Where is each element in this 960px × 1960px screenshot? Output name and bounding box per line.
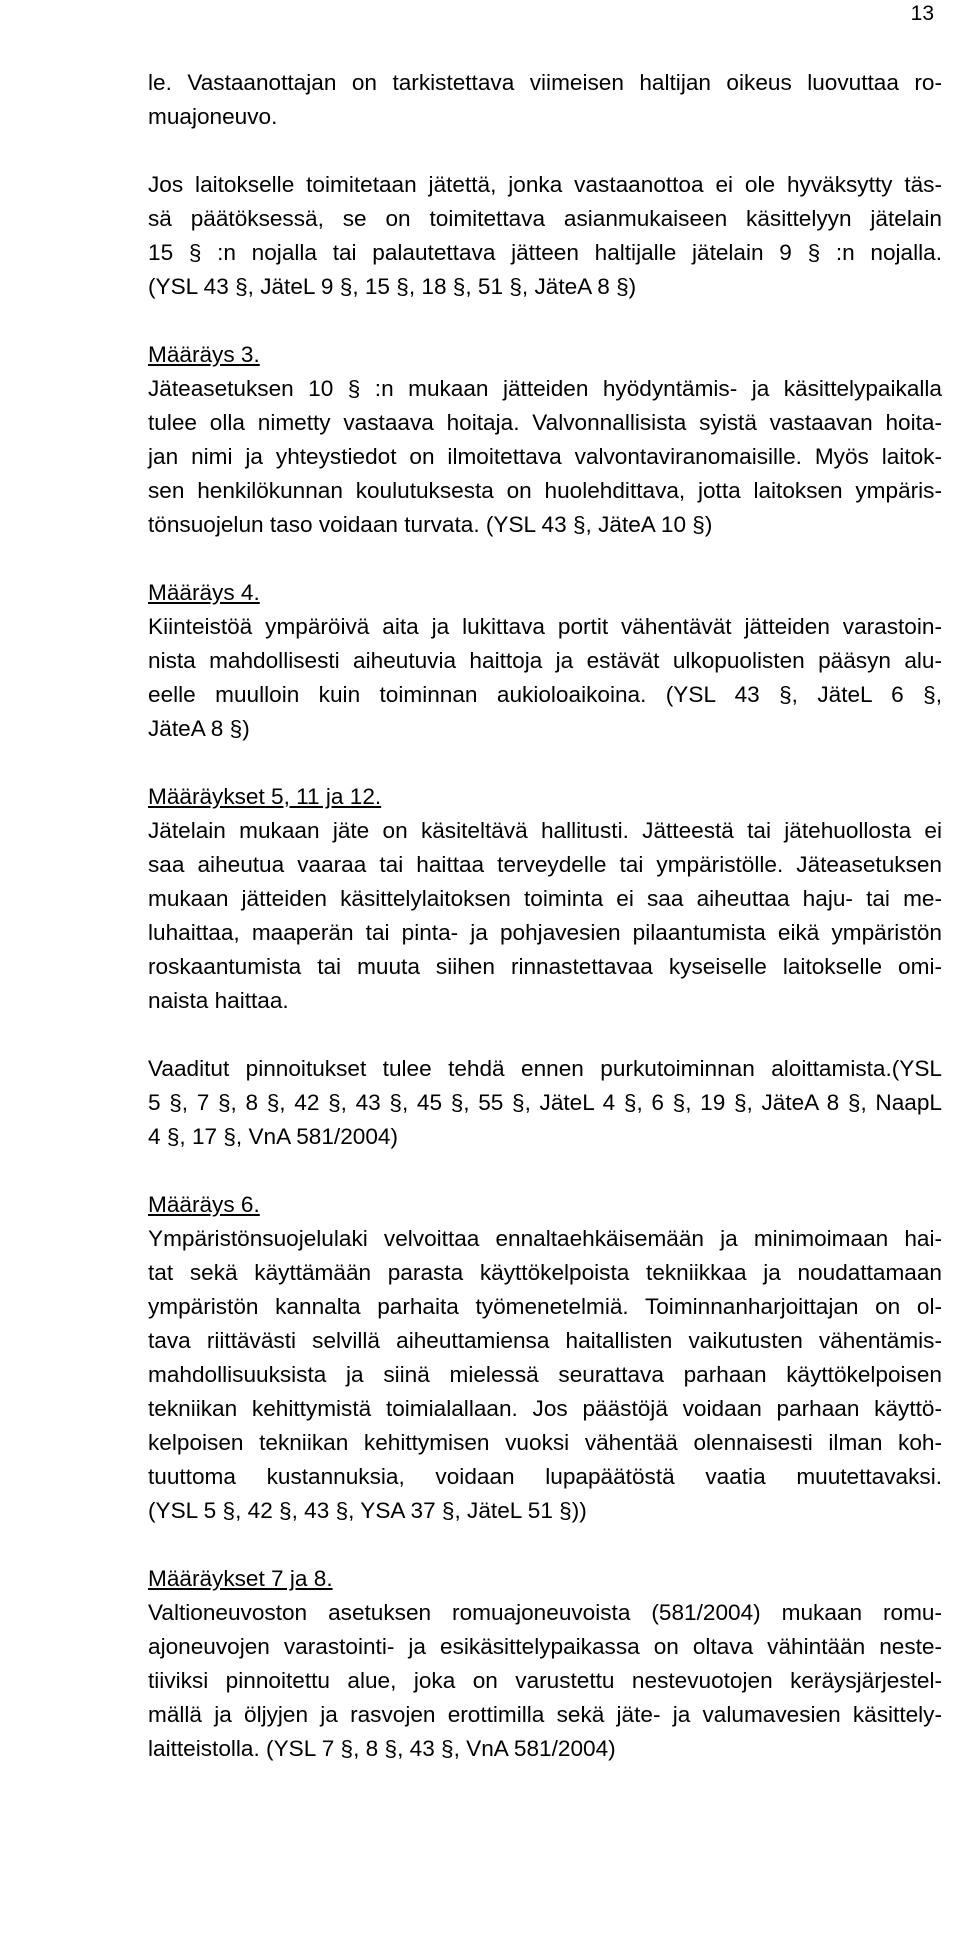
paragraph-gap — [148, 134, 942, 168]
paragraph-line: nista mahdollisesti aiheutuvia haittoja ja estävät ulkopuolisten pääsyn alu- — [148, 648, 942, 673]
paragraph-line: sä päätöksessä, se on toimitettava asianmukaiseen käsittelyyn jätelain — [148, 206, 942, 231]
page-number: 13 — [910, 2, 934, 25]
paragraph-line: naista haittaa. — [148, 988, 289, 1013]
section-heading: Määräykset 5, 11 ja 12. — [148, 784, 382, 809]
paragraph-gap — [148, 1154, 942, 1188]
section-heading: Määräykset 7 ja 8. — [148, 1566, 333, 1591]
paragraph-gap — [148, 1528, 942, 1562]
paragraph-line: 15 § :n nojalla tai palautettava jätteen haltijalle jätelain 9 § :n nojalla. — [148, 240, 942, 265]
paragraph-line: tava riittävästi selvillä aiheuttamiensa haitallisten vaikutusten vähentämis- — [148, 1328, 942, 1353]
paragraph-line: Jätelain mukaan jäte on käsiteltävä hallitusti. Jätteestä tai jätehuollosta ei — [148, 818, 942, 843]
paragraph-line: laitteistolla. (YSL 7 §, 8 §, 43 §, VnA 581/2004) — [148, 1736, 616, 1761]
paragraph-line: (YSL 5 §, 42 §, 43 §, YSA 37 §, JäteL 51 §)) — [148, 1498, 587, 1523]
paragraph-gap — [148, 542, 942, 576]
paragraph-line: tiiviksi pinnoitettu alue, joka on varustettu nestevuotojen keräysjärjestel- — [148, 1668, 942, 1693]
paragraph-line: tat sekä käyttämään parasta käyttökelpoista tekniikkaa ja noudattamaan — [148, 1260, 942, 1285]
paragraph-line: jan nimi ja yhteystiedot on ilmoitettava valvontaviranomaisille. Myös laitok- — [148, 444, 942, 469]
paragraph-line: le. Vastaanottajan on tarkistettava viimeisen haltijan oikeus luovuttaa ro- — [148, 70, 942, 95]
paragraph-line: kelpoisen tekniikan kehittymisen vuoksi vähentää olennaisesti ilman koh- — [148, 1430, 942, 1455]
paragraph-line: tulee olla nimetty vastaava hoitaja. Valvonnallisista syistä vastaavan hoita- — [148, 410, 942, 435]
paragraph-line: (YSL 43 §, JäteL 9 §, 15 §, 18 §, 51 §, JäteA 8 §) — [148, 274, 637, 299]
paragraph-line: Vaaditut pinnoitukset tulee tehdä ennen purkutoiminnan aloittamista.(YSL — [148, 1056, 942, 1081]
paragraph-line: sen henkilökunnan koulutuksesta on huolehdittava, jotta laitoksen ympäris- — [148, 478, 942, 503]
paragraph-line: 4 §, 17 §, VnA 581/2004) — [148, 1124, 398, 1149]
paragraph-line: Jäteasetuksen 10 § :n mukaan jätteiden hyödyntämis- ja käsittelypaikalla — [148, 376, 942, 401]
paragraph-line: saa aiheutua vaaraa tai haittaa terveydelle tai ympäristölle. Jäteasetuksen — [148, 852, 942, 877]
paragraph-line: 5 §, 7 §, 8 §, 42 §, 43 §, 45 §, 55 §, JäteL 4 §, 6 §, 19 §, JäteA 8 §, NaapL — [148, 1090, 942, 1115]
document-body — [148, 66, 942, 1766]
section-heading: Määräys 3. — [148, 342, 260, 367]
section-heading: Määräys 6. — [148, 1192, 260, 1217]
paragraph-line: mukaan jätteiden käsittelylaitoksen toiminta ei saa aiheuttaa haju- tai me- — [148, 886, 942, 911]
section-heading: Määräys 4. — [148, 580, 260, 605]
paragraph-line: eelle muulloin kuin toiminnan aukioloaikoina. (YSL 43 §, JäteL 6 §, — [148, 682, 942, 707]
paragraph-gap — [148, 746, 942, 780]
paragraph-line: tuuttoma kustannuksia, voidaan lupapäätöstä vaatia muutettavaksi. — [148, 1464, 942, 1489]
paragraph-line: Ympäristönsuojelulaki velvoittaa ennaltaehkäisemään ja minimoimaan hai- — [148, 1226, 942, 1251]
paragraph-line: muajoneuvo. — [148, 104, 278, 129]
paragraph-line: tönsuojelun taso voidaan turvata. (YSL 43 §, JäteA 10 §) — [148, 512, 713, 537]
paragraph-line: JäteA 8 §) — [148, 716, 250, 741]
paragraph-line: Kiinteistöä ympäröivä aita ja lukittava portit vähentävät jätteiden varastoin- — [148, 614, 942, 639]
paragraph-line: mällä ja öljyjen ja rasvojen erottimilla sekä jäte- ja valumavesien käsittely- — [148, 1702, 942, 1727]
paragraph-line: ympäristön kannalta parhaita työmenetelmiä. Toiminnanharjoittajan on ol- — [148, 1294, 942, 1319]
paragraph-line: Valtioneuvoston asetuksen romuajoneuvoista (581/2004) mukaan romu- — [148, 1600, 942, 1625]
paragraph-line: mahdollisuuksista ja siinä mielessä seurattava parhaan käyttökelpoisen — [148, 1362, 942, 1387]
paragraph-line: roskaantumista tai muuta siihen rinnastettavaa kyseiselle laitokselle omi- — [148, 954, 942, 979]
paragraph-gap — [148, 304, 942, 338]
paragraph-line: tekniikan kehittymistä toimialallaan. Jos päästöjä voidaan parhaan käyttö- — [148, 1396, 942, 1421]
paragraph-line: luhaittaa, maaperän tai pinta- ja pohjavesien pilaantumista eikä ympäristön — [148, 920, 942, 945]
paragraph-line: ajoneuvojen varastointi- ja esikäsittelypaikassa on oltava vähintään neste- — [148, 1634, 942, 1659]
paragraph-line: Jos laitokselle toimitetaan jätettä, jonka vastaanottoa ei ole hyväksytty täs- — [148, 172, 942, 197]
paragraph-gap — [148, 1018, 942, 1052]
